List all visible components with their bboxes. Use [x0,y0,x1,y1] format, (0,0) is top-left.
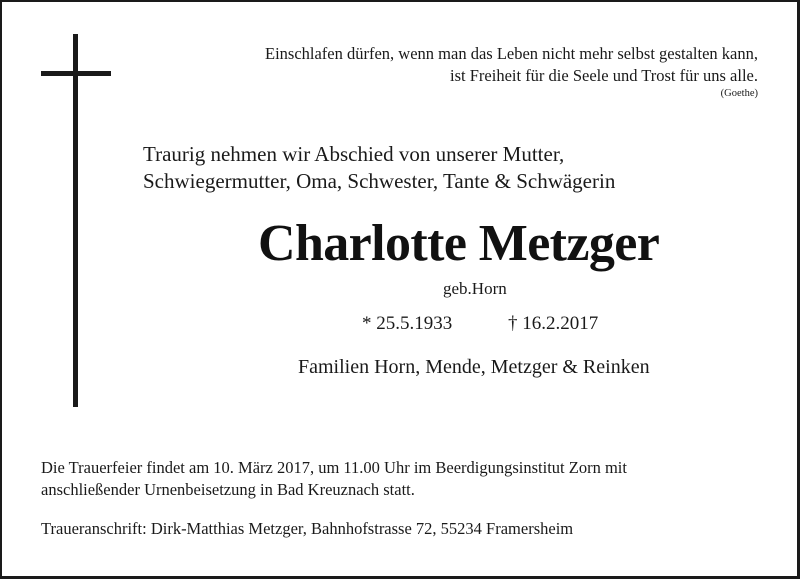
birth-date: * 25.5.1933 [362,313,453,334]
maiden-name: geb.Horn [443,279,507,298]
farewell-intro [143,141,615,195]
quote-line-2: ist Freiheit für die Seele und Trost für uns alle. [450,66,758,85]
ceremony-info [41,457,627,501]
ceremony-line-1: Die Trauerfeier findet am 10. März 2017, um 11.00 Uhr im Beerdigungsinstitut Zorn mit [41,458,627,477]
cross-horizontal-bar [41,71,111,76]
mourning-families: Familien Horn, Mende, Metzger & Reinken [298,356,650,378]
deceased-name: Charlotte Metzger [258,215,660,272]
goethe-quote [265,43,758,100]
mourning-address: Traueranschrift: Dirk-Matthias Metzger, Bahnhofstrasse 72, 55234 Framersheim [41,519,574,538]
intro-line-1: Traurig nehmen wir Abschied von unserer Mutter, [143,142,565,166]
quote-author: (Goethe) [720,88,758,99]
cross-vertical-bar [73,34,78,407]
quote-line-1: Einschlafen dürfen, wenn man das Leben nicht mehr selbst gestalten kann, [264,44,758,63]
ceremony-line-2: anschließender Urnenbeisetzung in Bad Kreuznach statt. [41,480,415,499]
intro-line-2: Schwiegermutter, Oma, Schwester, Tante & Schwägerin [143,169,616,193]
death-date: † 16.2.2017 [508,313,599,334]
